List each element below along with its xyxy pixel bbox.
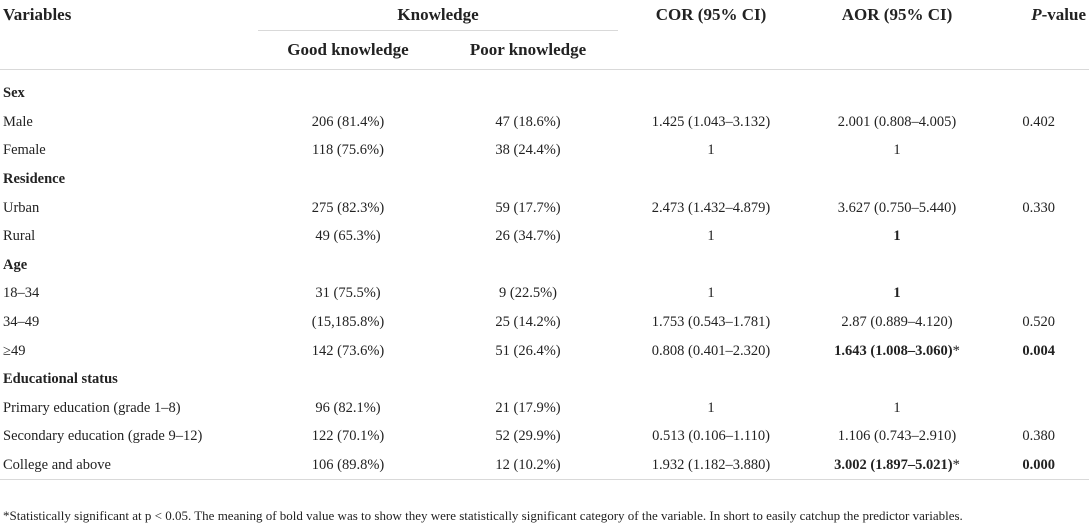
cell-good: 106 (89.8%) — [258, 451, 438, 480]
cell-aor — [804, 137, 990, 166]
cell-p-value: 0.004 — [1022, 342, 1056, 359]
cell-p-value: 0.402 — [1022, 113, 1056, 130]
table-row — [0, 280, 1089, 309]
cell-aor — [804, 222, 990, 251]
table-row — [0, 137, 1089, 166]
cell-p-value — [990, 222, 1089, 251]
significance-mark: * — [952, 342, 960, 359]
header-p-italic: P — [1031, 5, 1042, 25]
header-p-value — [990, 0, 1089, 31]
cell-poor: 25 (14.2%) — [495, 314, 561, 331]
cell-aor — [804, 308, 990, 337]
cell-good: 31 (75.5%) — [315, 285, 381, 302]
row-label: Primary education (grade 1–8) — [3, 399, 181, 416]
significance-mark: * — [952, 456, 960, 473]
cell-p-value: 0.330 — [1022, 199, 1056, 216]
header-blank-cor — [618, 31, 804, 70]
group-row — [0, 165, 1089, 194]
aor-value: 1.106 (0.743–2.910) — [837, 428, 957, 445]
cell-aor — [804, 423, 990, 452]
table-row — [0, 451, 1089, 480]
cell-p-value: 0.520 — [1022, 314, 1056, 331]
aor-value: 1 — [893, 142, 901, 159]
row-label: Male — [3, 113, 33, 130]
table-row — [0, 337, 1089, 366]
header-knowledge: Knowledge — [258, 0, 618, 31]
cell-poor: 12 (10.2%) — [438, 451, 618, 480]
cell-good: 49 (65.3%) — [315, 228, 381, 245]
cell-p-value — [990, 394, 1089, 423]
row-label: Female — [3, 142, 46, 159]
cell-aor — [804, 108, 990, 137]
cell-cor: 1 — [707, 142, 715, 159]
cell-poor: 59 (17.7%) — [495, 199, 561, 216]
header-variables: Variables — [3, 5, 72, 25]
cell-p-value: 0.000 — [990, 451, 1089, 480]
aor-value: 1 — [893, 399, 901, 416]
aor-value: 2.001 (0.808–4.005) — [837, 113, 957, 130]
header-p-rest: -value — [1041, 5, 1087, 25]
cell-good: 206 (81.4%) — [311, 113, 385, 130]
footnote: *Statistically significant at p < 0.05. The meaning of bold value was to show they were statistically significant category of the variable. In short to easily catchup the predictor variables. — [3, 508, 963, 523]
cell-poor: 38 (24.4%) — [495, 142, 561, 159]
row-label: 18–34 — [3, 285, 40, 302]
aor-value: 1 — [893, 228, 901, 245]
group-row — [0, 365, 1089, 394]
cell-cor: 1.753 (0.543–1.781) — [651, 314, 771, 331]
header-blank — [0, 31, 258, 70]
table-body — [0, 70, 1089, 486]
cell-poor: 52 (29.9%) — [495, 428, 561, 445]
group-label: Sex — [3, 85, 25, 102]
header-blank-aor — [804, 31, 990, 70]
cell-aor — [804, 194, 990, 223]
group-row — [0, 80, 1089, 109]
cell-cor: 2.473 (1.432–4.879) — [651, 199, 771, 216]
aor-value: 1.643 (1.008–3.060) — [834, 342, 953, 359]
table-row — [0, 308, 1089, 337]
cell-aor — [804, 280, 990, 309]
group-label: Age — [3, 256, 28, 273]
table-row — [0, 194, 1089, 223]
group-row — [0, 251, 1089, 280]
header-cor: COR (95% CI) — [655, 5, 767, 25]
header-blank-p — [990, 31, 1089, 70]
cell-cor: 1 — [707, 228, 715, 245]
cell-aor — [804, 394, 990, 423]
aor-value: 3.002 (1.897–5.021) — [834, 456, 953, 473]
cell-p-value — [990, 280, 1089, 309]
group-label: Residence — [3, 171, 66, 188]
row-label: Rural — [3, 228, 36, 245]
aor-value: 1 — [893, 285, 901, 302]
cell-good: 142 (73.6%) — [311, 342, 385, 359]
cell-good: (15,185.8%) — [311, 314, 385, 331]
cell-poor: 47 (18.6%) — [495, 113, 561, 130]
cell-aor — [804, 337, 990, 366]
row-label: Urban — [3, 199, 40, 216]
cell-poor: 21 (17.9%) — [495, 399, 561, 416]
table-row — [0, 394, 1089, 423]
cell-p-value: 0.380 — [1022, 428, 1056, 445]
cell-cor: 0.513 (0.106–1.110) — [652, 428, 770, 445]
cell-cor: 0.808 (0.401–2.320) — [651, 342, 771, 359]
cell-poor: 9 (22.5%) — [499, 285, 557, 302]
header-poor: Poor knowledge — [438, 31, 618, 70]
cell-good: 275 (82.3%) — [311, 199, 385, 216]
group-label: Educational status — [3, 371, 118, 388]
cell-good: 122 (70.1%) — [311, 428, 385, 445]
row-label: ≥49 — [3, 342, 26, 359]
table-row — [0, 423, 1089, 452]
row-label: 34–49 — [3, 314, 40, 331]
aor-value: 2.87 (0.889–4.120) — [841, 314, 953, 331]
cell-p-value — [990, 137, 1089, 166]
header-aor: AOR (95% CI) — [841, 5, 953, 25]
cell-good: 96 (82.1%) — [315, 399, 381, 416]
cell-good: 118 (75.6%) — [312, 142, 384, 159]
cell-poor: 26 (34.7%) — [495, 228, 561, 245]
row-label: College and above — [0, 451, 258, 480]
cell-aor — [804, 451, 990, 480]
cell-cor: 1 — [707, 285, 715, 302]
cell-cor: 1.932 (1.182–3.880) — [618, 451, 804, 480]
header-good: Good knowledge — [258, 31, 438, 70]
table-row — [0, 108, 1089, 137]
cell-cor: 1.425 (1.043–3.132) — [651, 113, 771, 130]
table-row — [0, 222, 1089, 251]
cell-cor: 1 — [707, 399, 715, 416]
cell-poor: 51 (26.4%) — [495, 342, 561, 359]
aor-value: 3.627 (0.750–5.440) — [837, 199, 957, 216]
row-label: Secondary education (grade 9–12) — [3, 428, 203, 445]
